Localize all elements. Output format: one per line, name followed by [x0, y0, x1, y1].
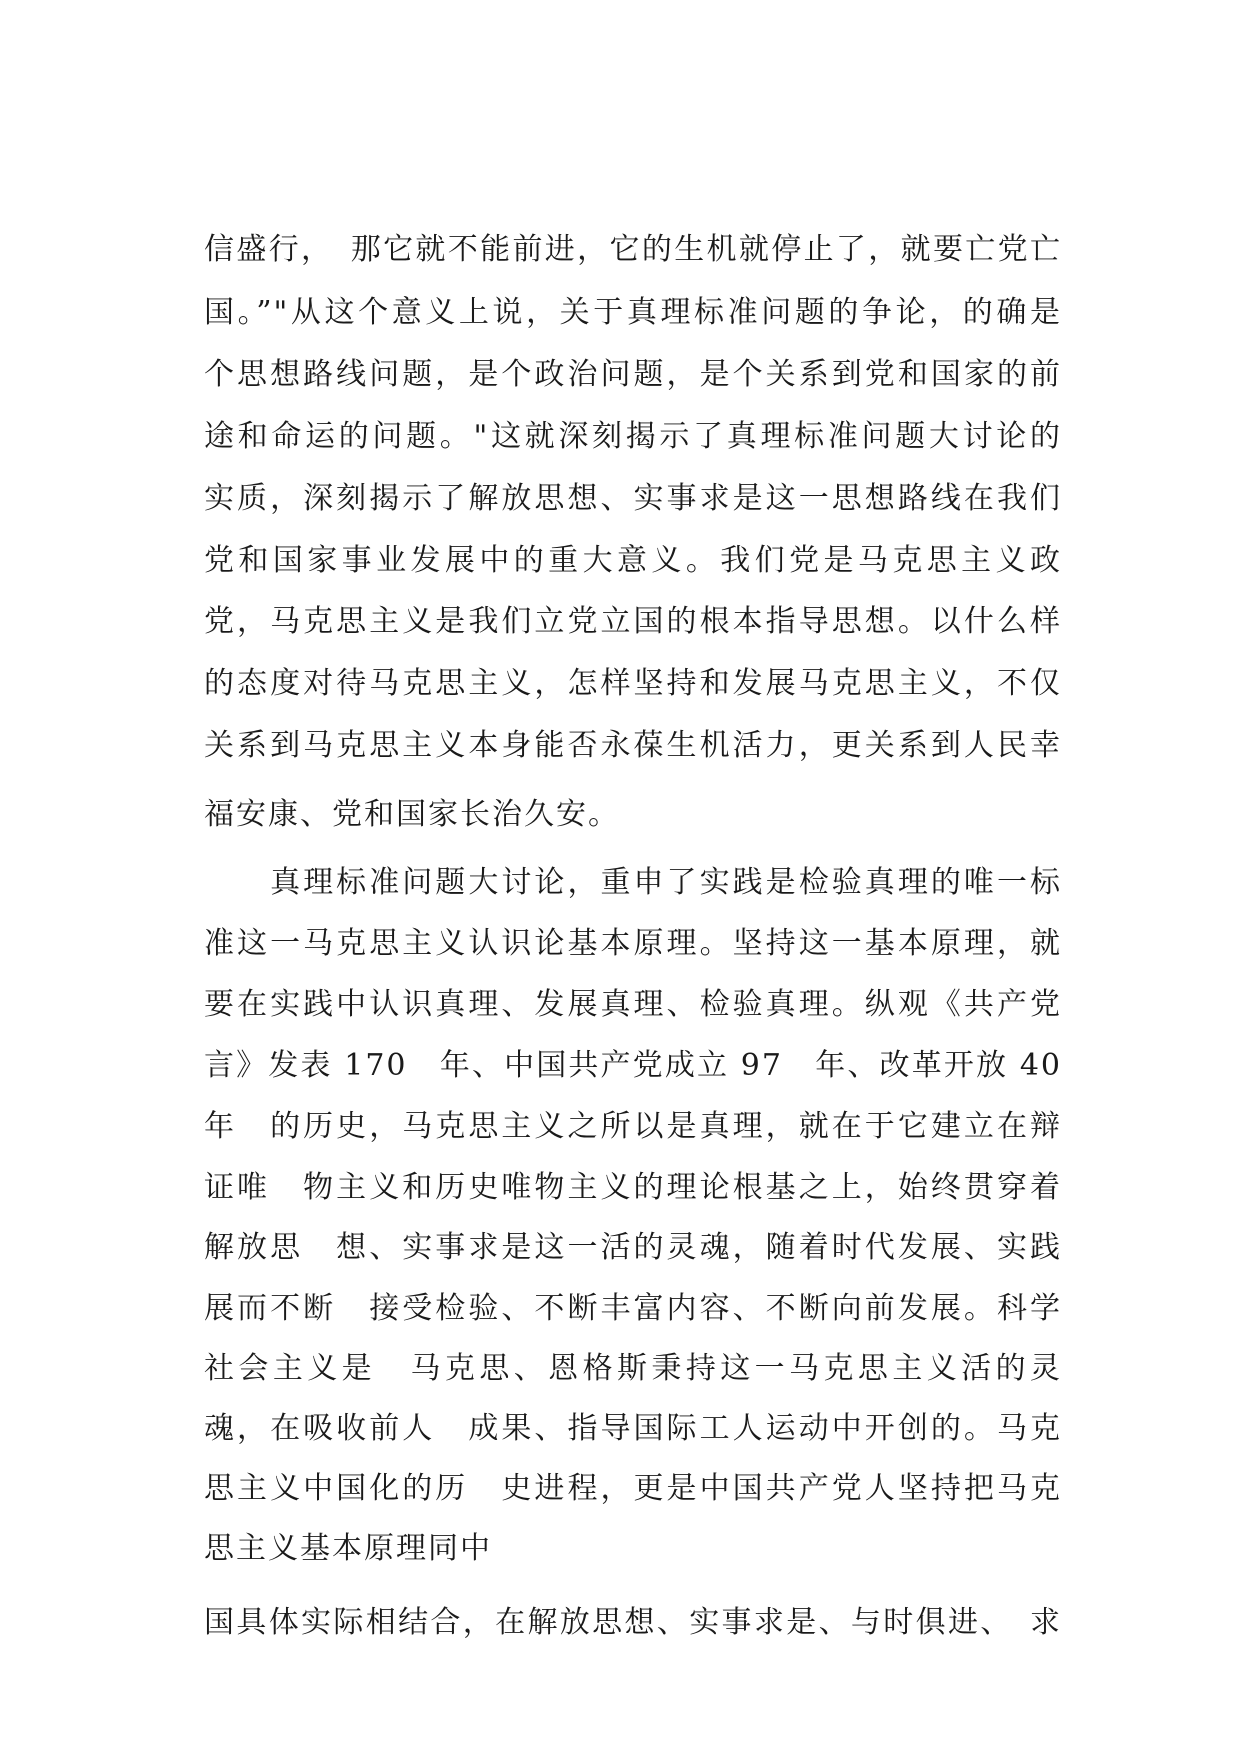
- text-line: 国。”"从这个意义上说，关于真理标准问题的争论，的确是: [204, 295, 1062, 330]
- text-line: 准这一马克思主义认识论基本原理。坚持这一基本原理，就: [204, 926, 1062, 961]
- text-line: 个思想路线问题，是个政治问题，是个关系到党和国家的前: [204, 357, 1062, 392]
- text-line: 关系到马克思主义本身能否永葆生机活力，更关系到人民幸: [204, 728, 1062, 763]
- text-line: 解放思 想、实事求是这一活的灵魂，随着时代发展、实践: [204, 1230, 1062, 1265]
- text-line: 要在实践中认识真理、发展真理、检验真理。纵观《共产党: [204, 987, 1062, 1022]
- text-line: 思主义中国化的历 史进程，更是中国共产党人坚持把马克: [204, 1471, 1062, 1506]
- text-line: 社会主义是 马克思、恩格斯秉持这一马克思主义活的灵: [204, 1351, 1062, 1386]
- text-line: 党和国家事业发展中的重大意义。我们党是马克思主义政: [204, 543, 1062, 578]
- text-line: 信盛行， 那它就不能前进，它的生机就停止了，就要亡党亡: [204, 232, 1062, 267]
- text-line: 魂，在吸收前人 成果、指导国际工人运动中开创的。马克: [204, 1411, 1062, 1446]
- text-line: 真理标准问题大讨论，重申了实践是检验真理的唯一标: [204, 865, 1062, 900]
- text-line: 的态度对待马克思主义，怎样坚持和发展马克思主义，不仅: [204, 666, 1062, 701]
- text-line: 途和命运的问题。"这就深刻揭示了真理标准问题大讨论的: [204, 419, 1062, 454]
- text-line: 党，马克思主义是我们立党立国的根本指导思想。以什么样: [204, 604, 1062, 639]
- text-line: 福安康、党和国家长治久安。: [204, 797, 620, 832]
- text-line: 证唯 物主义和历史唯物主义的理论根基之上，始终贯穿着: [204, 1170, 1062, 1205]
- text-line: 展而不断 接受检验、不断丰富内容、不断向前发展。科学: [204, 1291, 1062, 1326]
- text-line: 言》发表 170 年、中国共产党成立 97 年、改革开放 40: [204, 1048, 1062, 1083]
- text-line: 年 的历史，马克思主义之所以是真理，就在于它建立在辩: [204, 1109, 1062, 1144]
- text-line: 实质，深刻揭示了解放思想、实事求是这一思想路线在我们: [204, 481, 1062, 516]
- text-line: 思主义基本原理同中: [204, 1531, 492, 1566]
- text-line: 国具体实际相结合，在解放思想、实事求是、与时俱进、 求: [204, 1605, 1062, 1640]
